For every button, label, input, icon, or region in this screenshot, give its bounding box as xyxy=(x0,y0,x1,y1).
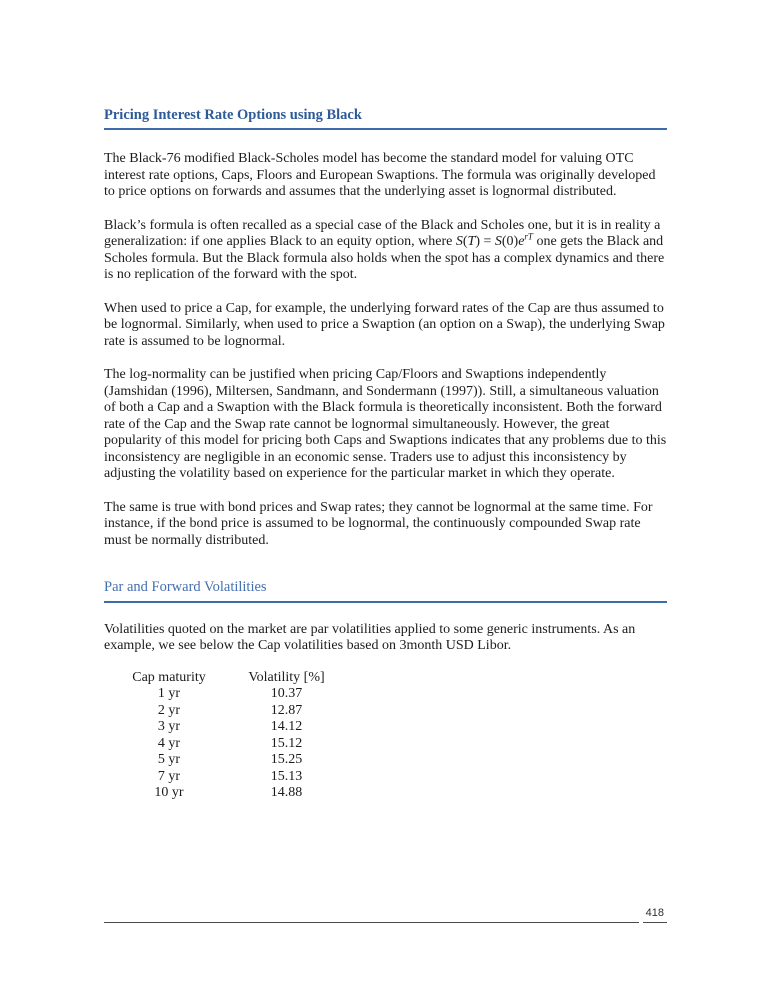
paragraph-cap-pricing: When used to price a Cap, for example, the underlying forward rates of the Cap are thus assumed to be lognormal. Similarly, when used to price a Swaption (an option on a Swap), the underlying Swap rate is assumed to be lognormal. xyxy=(104,300,665,349)
cell-maturity: 3 yr xyxy=(157,719,181,734)
paragraph-lognormality: The log-normality can be justified when pricing Cap/Floors and Swaptions independently (Jamshidan (1996), Miltersen, Sandmann, and Sondermann (1997)). Still, a simultaneous valuation of both a Cap and a Swaption with the Black formula is theoretically inconsistent. Both the forward rate of the Cap and the Swap rate cannot be lognormal simultaneously. However, the great popularity of this model for pricing both Caps and Swaptions indicates that any problems due to this inconsistency are negligible in an economic sense. Traders use to adjust this inconsistency by adjusting the volatility based on experience for the particular market in which they operate. xyxy=(104,367,667,481)
page-footer xyxy=(104,902,667,923)
table-row xyxy=(104,785,667,802)
formula-var-S: S xyxy=(455,234,463,249)
formula-zero-arg: (0) xyxy=(501,234,519,249)
table-row xyxy=(104,686,667,703)
page-number: 418 xyxy=(643,907,667,923)
cell-volatility: 15.13 xyxy=(270,768,303,784)
footer-rule xyxy=(104,902,639,923)
table-header-cap-maturity: Cap maturity xyxy=(132,669,206,685)
cap-volatility-table xyxy=(104,670,667,802)
paragraph-bond-swap: The same is true with bond prices and Swap rates; they cannot be lognormal at the same time. For instance, if the bond price is assumed to be lognormal, the continuously compounded Swap rate must be normally distributed. xyxy=(104,499,653,548)
formula-paren-open: ( xyxy=(462,234,468,249)
table-row xyxy=(104,752,667,769)
formula-text-after: one gets the Black and Scholes formula. But the Black formula also holds when the spot has a complex dynamics and there is no replication of the forward with the spot. xyxy=(104,234,665,282)
section-heading-pricing-black: Pricing Interest Rate Options using Black xyxy=(104,107,667,130)
cell-maturity: 10 yr xyxy=(154,785,184,800)
table-row xyxy=(104,736,667,753)
formula-equals: ) = xyxy=(475,234,495,249)
cell-maturity: 4 yr xyxy=(157,735,181,751)
paragraph-par-volatilities: Volatilities quoted on the market are par volatilities applied to some generic instruments. As an example, we see below the Cap volatilities based on 3month USD Libor. xyxy=(104,621,636,653)
formula-exponent-rT: rT xyxy=(524,231,533,242)
formula-var-T: T xyxy=(467,234,476,249)
table-header-row xyxy=(104,670,667,687)
cell-maturity: 5 yr xyxy=(157,752,181,767)
table-header-volatility: Volatility [%] xyxy=(248,669,325,685)
section-heading-par-forward-vols: Par and Forward Volatilities xyxy=(104,579,667,603)
cell-volatility: 15.25 xyxy=(270,752,303,767)
cell-volatility: 12.87 xyxy=(270,702,303,718)
cell-maturity: 1 yr xyxy=(157,686,181,701)
cell-volatility: 14.88 xyxy=(270,785,303,800)
table-row xyxy=(104,703,667,720)
formula-var-S0: S xyxy=(494,234,502,249)
paragraph-black76-intro: The Black-76 modified Black-Scholes model has become the standard model for valuing OTC interest rate options, Caps, Floors and European Swaptions. The formula was originally developed to price options on forwards and assumes that the underlying asset is lognormal distributed. xyxy=(104,151,656,199)
table-row xyxy=(104,719,667,736)
formula-text-before: Black’s formula is often recalled as a special case of the Black and Scholes one, but it is in reality a generalization: if one applies Black to an equity option, where xyxy=(104,217,661,249)
page-content xyxy=(104,0,667,802)
cell-maturity: 7 yr xyxy=(157,768,181,784)
formula-var-e: e xyxy=(518,234,525,249)
cell-volatility: 14.12 xyxy=(270,719,303,734)
cell-volatility: 10.37 xyxy=(270,686,303,701)
cell-volatility: 15.12 xyxy=(270,735,303,751)
paragraph-black-formula xyxy=(104,218,667,284)
table-row xyxy=(104,769,667,786)
cell-maturity: 2 yr xyxy=(157,702,181,718)
